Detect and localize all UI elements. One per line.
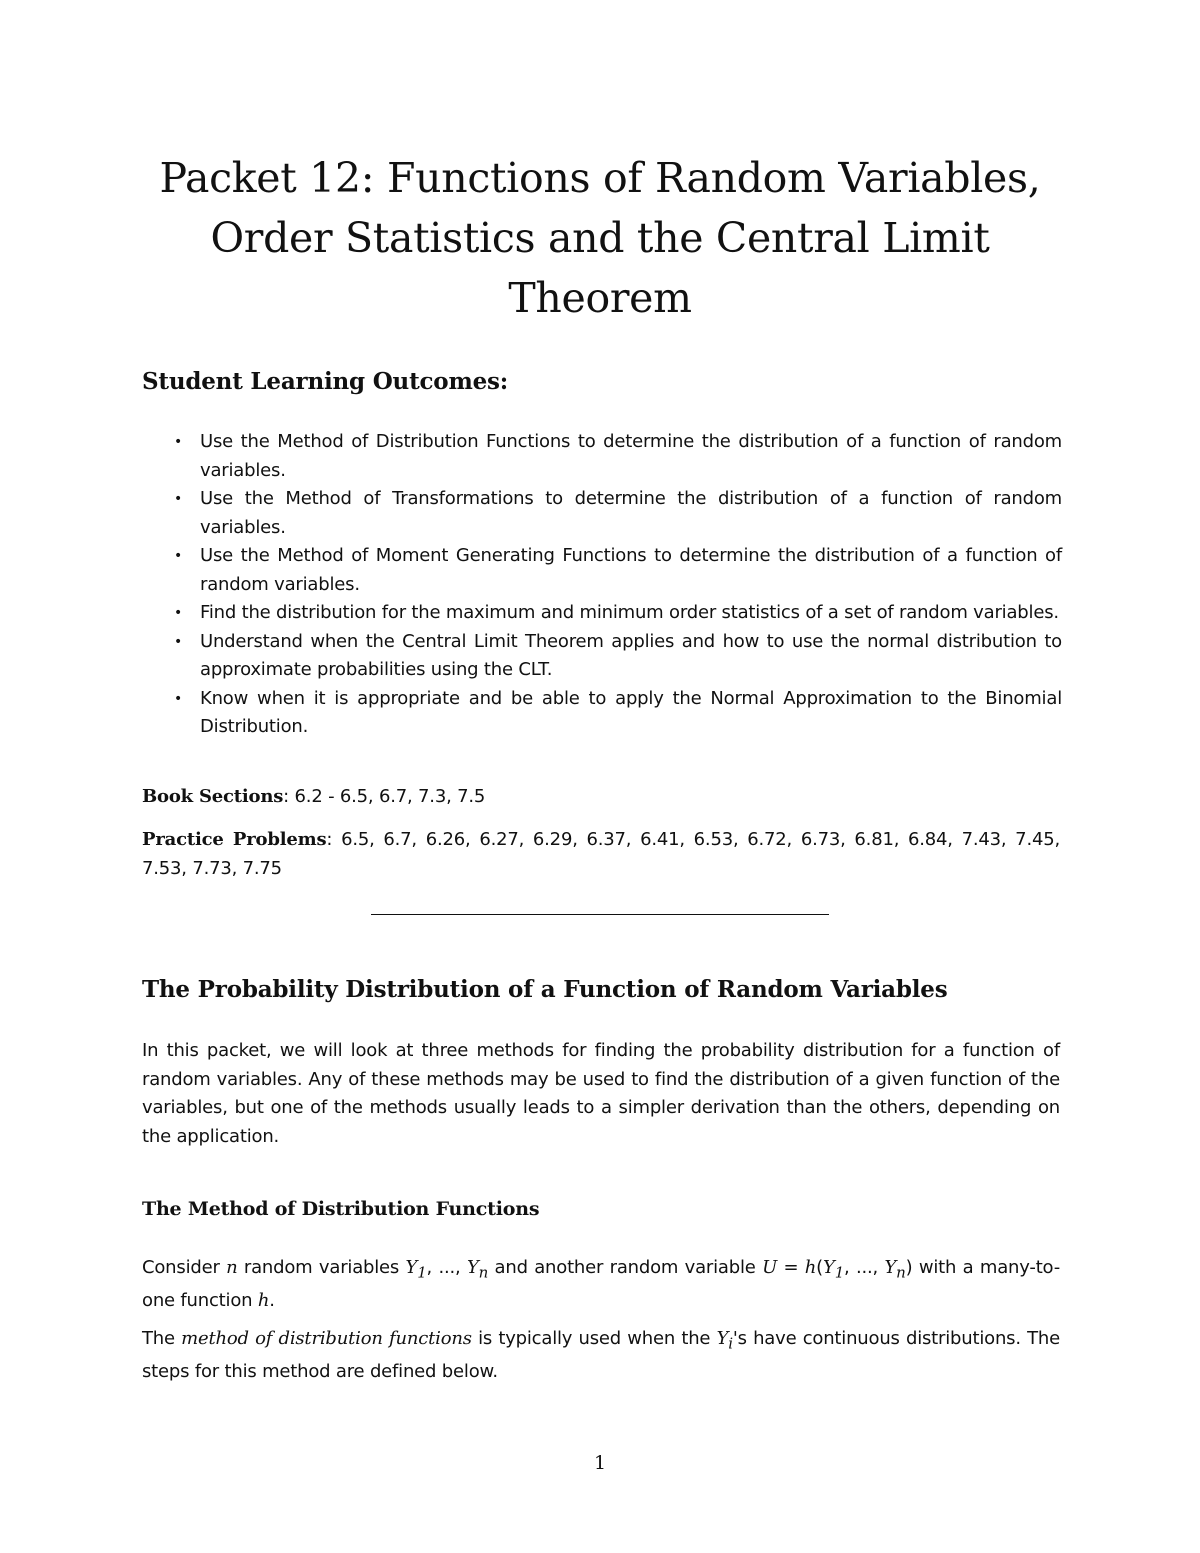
book-sections-label: Book Sections bbox=[142, 786, 284, 807]
list-item bbox=[142, 485, 1062, 542]
section-intro: In this packet, we will look at three methods for finding the probability distribution for a function of random variables. Any of these methods may be used to find the distribution of a given function of the variables, but one of the methods usually leads to a simpler derivation than the others, depending on the application. bbox=[142, 1040, 1060, 1147]
math-var: Y bbox=[884, 1257, 897, 1278]
math-var: Y bbox=[466, 1257, 479, 1278]
math-var: Y bbox=[405, 1257, 418, 1278]
bullet-icon: • bbox=[174, 633, 183, 650]
math-var: h bbox=[257, 1290, 270, 1312]
practice-problems bbox=[142, 826, 1060, 883]
list-item-text: Use the Method of Distribution Functions to determine the distribution of a function of random variables. bbox=[200, 431, 1062, 481]
list-item bbox=[142, 599, 1062, 628]
math-subscript: 1 bbox=[417, 1263, 427, 1282]
title-line-2: Order Statistics and the Central Limit bbox=[210, 214, 990, 262]
list-item-text: Use the Method of Transformations to determine the distribution of a function of random variables. bbox=[200, 488, 1062, 538]
list-item bbox=[142, 685, 1062, 742]
section-heading: The Probability Distribution of a Function of Random Variables bbox=[142, 976, 948, 1003]
text-run: random variables bbox=[237, 1257, 406, 1278]
math-var: Y bbox=[716, 1328, 729, 1349]
bullet-icon: • bbox=[174, 491, 183, 507]
list-item bbox=[142, 542, 1062, 599]
math-subscript: n bbox=[896, 1263, 906, 1282]
text-run: ( bbox=[816, 1257, 823, 1278]
math-subscript: 1 bbox=[834, 1263, 845, 1282]
page-title bbox=[100, 148, 1100, 328]
math-var: Y bbox=[823, 1257, 835, 1278]
practice-problems-value: : 6.5, 6.7, 6.26, 6.27, 6.29, 6.37, 6.41, 6.53, 6.72, 6.73, 6.81, 6.84, 7.43, 7.45, 7.53, 7.73, 7.75 bbox=[142, 829, 1060, 879]
text-run: Consider bbox=[142, 1257, 227, 1278]
list-item bbox=[142, 628, 1062, 685]
list-item-text: Use the Method of Moment Generating Functions to determine the distribution of a function of random variables. bbox=[200, 545, 1062, 595]
text-run: = bbox=[777, 1257, 805, 1278]
practice-problems-label: Practice Problems bbox=[142, 829, 327, 850]
outcomes-list bbox=[142, 428, 1062, 742]
math-var: h bbox=[804, 1257, 817, 1278]
text-run: , ..., bbox=[426, 1257, 467, 1278]
text-run: and another random variable bbox=[488, 1257, 763, 1278]
list-item bbox=[142, 428, 1062, 485]
math-subscript: n bbox=[478, 1263, 489, 1282]
list-item-text: Know when it is appropriate and be able to apply the Normal Approximation to the Binomial Distribution. bbox=[200, 687, 1062, 737]
math-subscript: i bbox=[728, 1334, 733, 1353]
outcomes-heading: Student Learning Outcomes: bbox=[142, 368, 509, 395]
book-sections-value: : 6.2 - 6.5, 6.7, 7.3, 7.5 bbox=[283, 786, 486, 807]
text-run: is typically used when the bbox=[471, 1328, 717, 1349]
math-var: U bbox=[762, 1257, 778, 1278]
bullet-icon: • bbox=[174, 434, 183, 450]
subsection-paragraph-1 bbox=[142, 1254, 1060, 1316]
title-line-1: Packet 12: Functions of Random Variables, bbox=[159, 154, 1041, 202]
math-var: n bbox=[226, 1257, 238, 1278]
subsection-paragraph-2 bbox=[142, 1325, 1060, 1387]
text-run: , ..., bbox=[844, 1257, 885, 1278]
text-run: with a many-to-one function bbox=[142, 1257, 1060, 1312]
text-run: ) bbox=[905, 1257, 913, 1278]
bullet-icon: • bbox=[174, 690, 183, 707]
text-run: . bbox=[269, 1290, 275, 1312]
emphasized-term: method of distribution functions bbox=[181, 1328, 472, 1349]
page-number: 1 bbox=[593, 1452, 607, 1474]
text-run: 's have continuous distributions. The steps for this method are defined below. bbox=[142, 1328, 1060, 1383]
subsection-heading: The Method of Distribution Functions bbox=[142, 1198, 540, 1220]
book-sections bbox=[142, 783, 1060, 812]
bullet-icon: • bbox=[174, 605, 183, 621]
list-item-text: Find the distribution for the maximum and minimum order statistics of a set of random variables. bbox=[200, 602, 1059, 623]
horizontal-rule bbox=[371, 914, 829, 915]
text-run: The bbox=[142, 1328, 182, 1349]
bullet-icon: • bbox=[174, 548, 183, 564]
list-item-text: Understand when the Central Limit Theorem applies and how to use the normal distribution to approximate probabilities using the CLT. bbox=[200, 630, 1062, 680]
title-line-3: Theorem bbox=[508, 274, 692, 322]
